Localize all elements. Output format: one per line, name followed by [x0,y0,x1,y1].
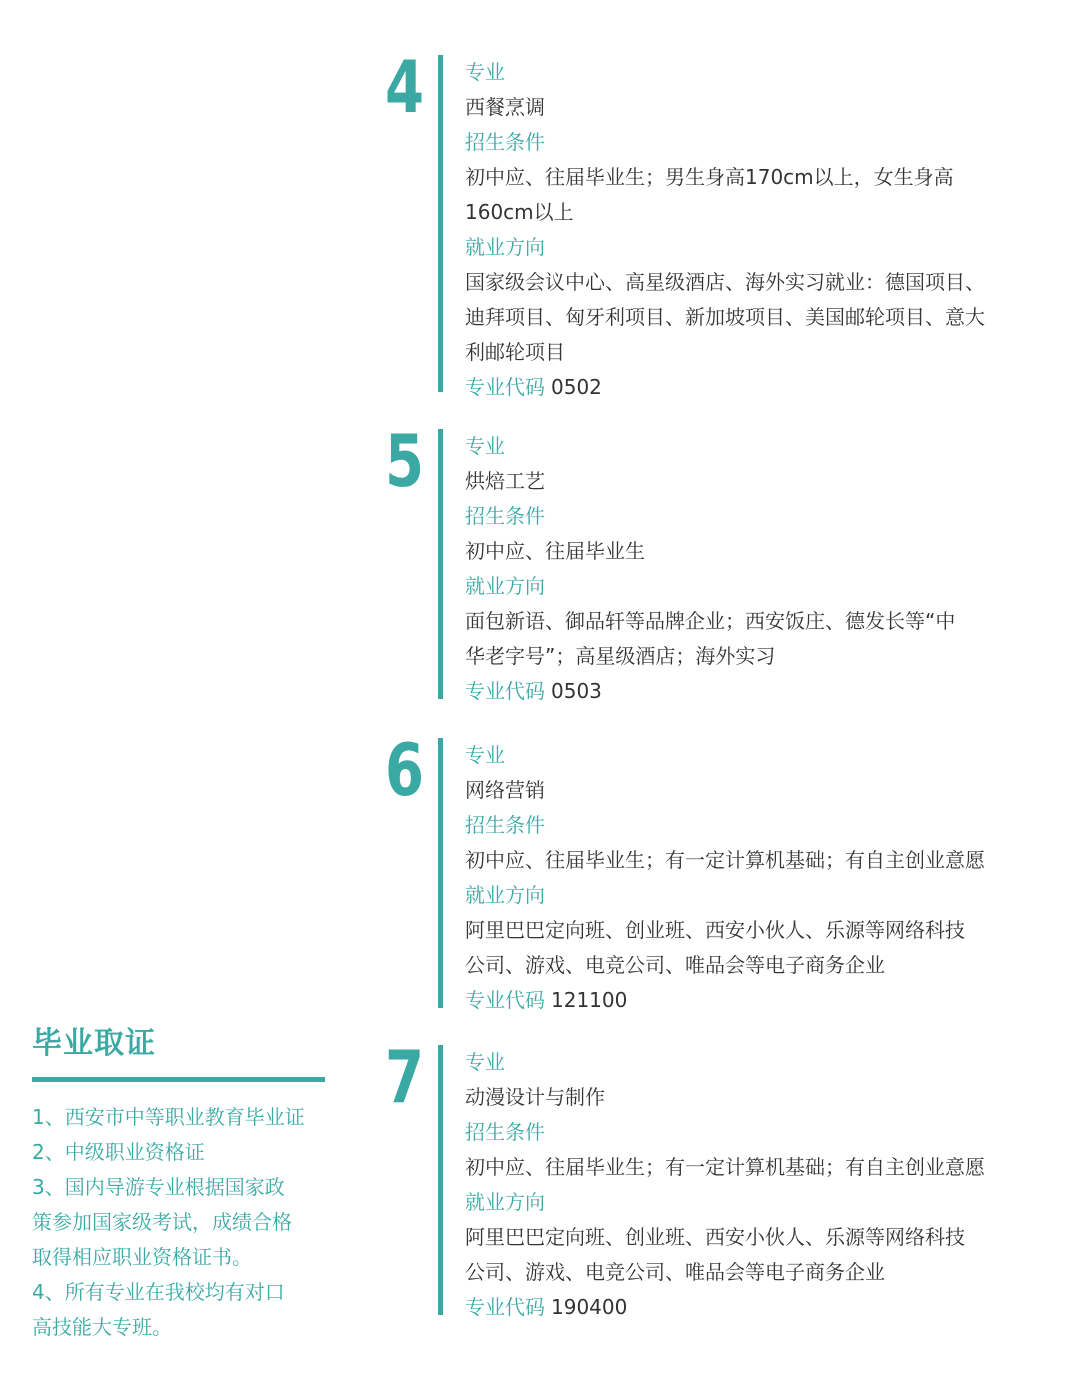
certificates-line: 1、西安市中等职业教育毕业证 [32,1105,305,1129]
certificates-line: 策参加国家级考试，成绩合格 [32,1210,292,1234]
certificates-line: 取得相应职业资格证书。 [32,1245,252,1269]
employment-line: 华老字号”；高星级酒店；海外实习 [465,644,776,668]
code-value: 0503 [551,679,602,703]
requirements-label: 招生条件 [465,130,545,154]
employment-label: 就业方向 [465,1190,545,1214]
program-number: 6 [385,728,425,812]
code-label: 专业代码 [465,375,545,399]
major-label: 专业 [465,1050,505,1074]
code-label: 专业代码 [465,679,545,703]
requirements-label: 招生条件 [465,504,545,528]
major-name: 网络营销 [465,778,545,802]
employment-line: 阿里巴巴定向班、创业班、西安小伙人、乐源等网络科技 [465,1225,965,1249]
code-value: 190400 [551,1295,628,1319]
requirements-line: 初中应、往届毕业生；有一定计算机基础；有自主创业意愿 [465,1155,985,1179]
employment-line: 迪拜项目、匈牙利项目、新加坡项目、美国邮轮项目、意大 [465,305,985,329]
program-divider [438,1045,443,1315]
requirements-line: 初中应、往届毕业生 [465,539,645,563]
major-label: 专业 [465,434,505,458]
requirements-label: 招生条件 [465,1120,545,1144]
employment-line: 公司、游戏、电竞公司、唯品会等电子商务企业 [465,1260,885,1284]
code-value: 0502 [551,375,602,399]
employment-line: 阿里巴巴定向班、创业班、西安小伙人、乐源等网络科技 [465,918,965,942]
major-code-row [465,674,1025,709]
program-number: 7 [385,1035,425,1119]
requirements-line: 初中应、往届毕业生；有一定计算机基础；有自主创业意愿 [465,848,985,872]
major-label: 专业 [465,743,505,767]
employment-line: 国家级会议中心、高星级酒店、海外实习就业：德国项目、 [465,270,985,294]
major-code-row [465,983,1025,1018]
program-details [465,429,1025,709]
program-divider [438,55,443,392]
major-name: 烘焙工艺 [465,469,545,493]
program-divider [438,738,443,1008]
code-value: 121100 [551,988,628,1012]
program-divider [438,429,443,699]
program-number: 4 [385,45,425,129]
certificates-line: 3、国内导游专业根据国家政 [32,1175,285,1199]
certificates-line: 2、中级职业资格证 [32,1140,205,1164]
employment-line: 公司、游戏、电竞公司、唯品会等电子商务企业 [465,953,885,977]
major-code-row [465,1290,1025,1325]
employment-label: 就业方向 [465,235,545,259]
program-number: 5 [385,419,425,503]
major-name: 西餐烹调 [465,95,545,119]
major-label: 专业 [465,60,505,84]
code-label: 专业代码 [465,1295,545,1319]
certificates-title: 毕业取证 [32,1026,156,1061]
major-code-row [465,370,1025,405]
employment-line: 面包新语、御品轩等品牌企业；西安饭庄、德发长等“中 [465,609,956,633]
employment-label: 就业方向 [465,574,545,598]
requirements-line: 初中应、往届毕业生；男生身高170cm以上，女生身高 [465,165,954,189]
certificates-panel [32,1024,342,1345]
certificates-line: 4、所有专业在我校均有对口 [32,1280,285,1304]
certificates-list [32,1100,342,1345]
certificates-line: 高技能大专班。 [32,1315,172,1339]
requirements-line: 160cm以上 [465,200,574,224]
major-name: 动漫设计与制作 [465,1085,605,1109]
program-details [465,1045,1025,1325]
certificates-rule [32,1077,325,1082]
program-details [465,738,1025,1018]
code-label: 专业代码 [465,988,545,1012]
employment-label: 就业方向 [465,883,545,907]
requirements-label: 招生条件 [465,813,545,837]
employment-line: 利邮轮项目 [465,340,565,364]
program-details [465,55,1025,405]
